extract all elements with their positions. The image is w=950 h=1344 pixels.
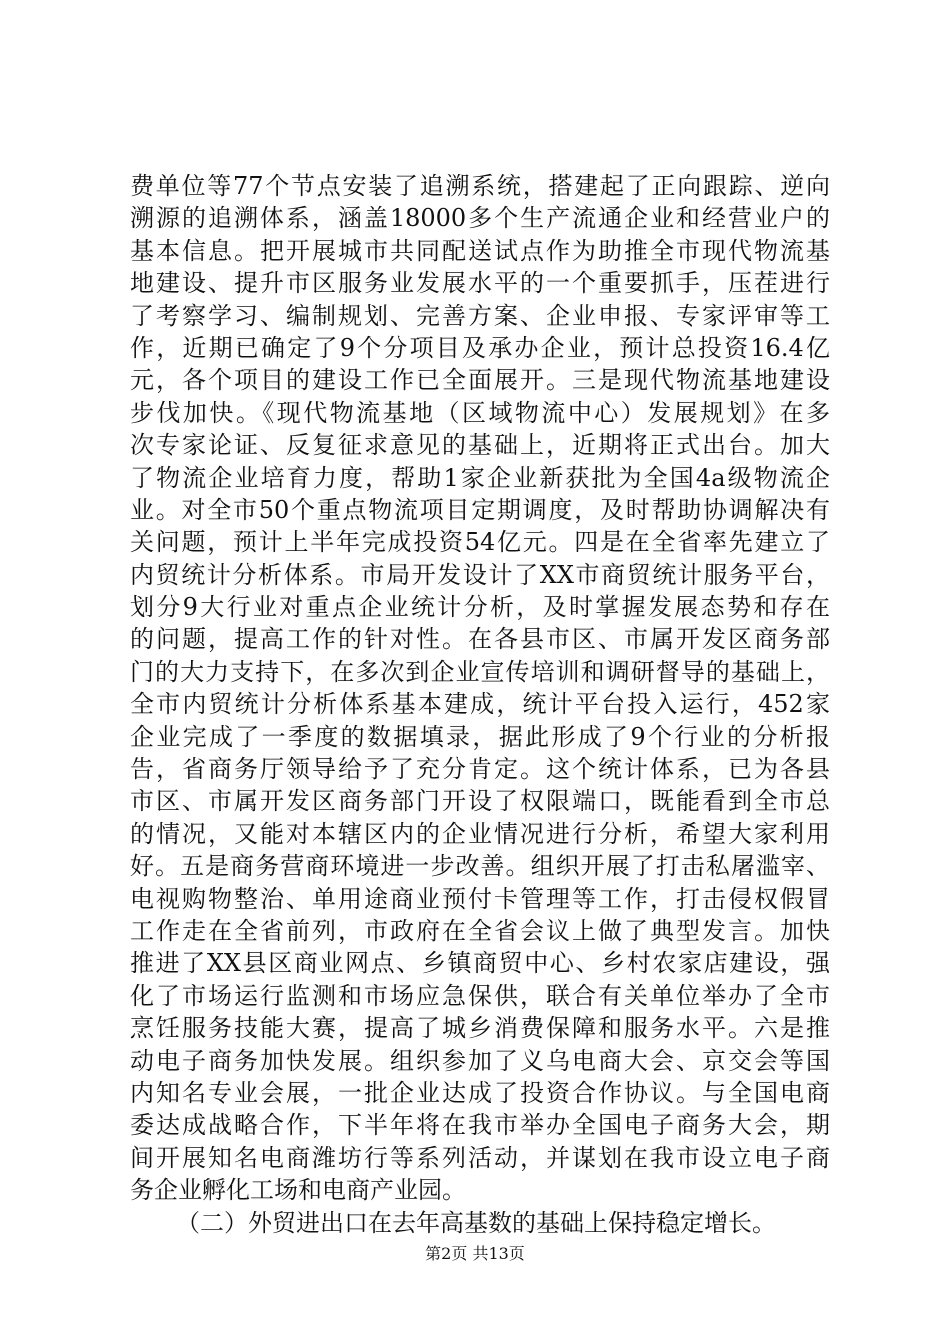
text-line: 间开展知名电商潍坊行等系列活动，并谋划在我市设立电子商	[130, 1143, 830, 1172]
section-heading: （二）外贸进出口在去年高基数的基础上保持稳定增长。	[176, 1208, 776, 1237]
text-line: 企业完成了一季度的数据填录，据此形成了9个行业的分析报	[130, 722, 830, 751]
body-text	[130, 170, 830, 1239]
text-line: 委达成战略合作，下半年将在我市举办全国电子商务大会，期	[130, 1111, 830, 1140]
text-line: 门的大力支持下，在多次到企业宣传培训和调研督导的基础上，	[130, 657, 830, 686]
text-line: 基本信息。把开展城市共同配送试点作为助推全市现代物流基	[130, 236, 830, 265]
text-line: 地建设、提升市区服务业发展水平的一个重要抓手，压茬进行	[130, 269, 830, 298]
page-footer: 第2页 共13页	[425, 1244, 525, 1263]
text-line: 化了市场运行监测和市场应急保供，联合有关单位举办了全市	[130, 981, 830, 1010]
text-line: 步伐加快。《现代物流基地（区域物流中心）发展规划》在多	[130, 398, 830, 427]
text-line: 费单位等77个节点安装了追溯系统，搭建起了正向跟踪、逆向	[130, 172, 830, 200]
text-line: 溯源的追溯体系，涵盖18000多个生产流通企业和经营业户的	[130, 204, 830, 233]
text-line: 作，近期已确定了9个分项目及承办企业，预计总投资16.4亿	[130, 333, 830, 362]
text-line: 推进了XX县区商业网点、乡镇商贸中心、乡村农家店建设，强	[130, 949, 830, 978]
text-line: 动电子商务加快发展。组织参加了义乌电商大会、京交会等国	[130, 1046, 830, 1075]
text-line: 告，省商务厅领导给予了充分肯定。这个统计体系，已为各县	[130, 755, 830, 784]
text-line: 工作走在全省前列，市政府在全省会议上做了典型发言。加快	[130, 916, 830, 945]
text-line: 烹饪服务技能大赛，提高了城乡消费保障和服务水平。六是推	[130, 1014, 830, 1043]
paragraph-end-line: 务企业孵化工场和电商产业园。	[130, 1176, 466, 1205]
text-line: 关问题，预计上半年完成投资54亿元。四是在全省率先建立了	[130, 528, 830, 557]
text-line: 划分9大行业对重点企业统计分析，及时掌握发展态势和存在	[130, 593, 830, 622]
text-line: 的情况，又能对本辖区内的企业情况进行分析，希望大家利用	[130, 819, 830, 848]
text-line: 好。五是商务营商环境进一步改善。组织开展了打击私屠滥宰、	[130, 852, 830, 881]
text-line: 业。对全市50个重点物流项目定期调度，及时帮助协调解决有	[130, 495, 830, 524]
text-line: 内贸统计分析体系。市局开发设计了XX市商贸统计服务平台，	[130, 560, 830, 589]
text-line: 了考察学习、编制规划、完善方案、企业申报、专家评审等工	[130, 301, 830, 330]
text-line: 全市内贸统计分析体系基本建成，统计平台投入运行，452家	[130, 690, 830, 719]
text-line: 次专家论证、反复征求意见的基础上，近期将正式出台。加大	[130, 431, 830, 460]
text-line: 电视购物整治、单用途商业预付卡管理等工作，打击侵权假冒	[130, 884, 830, 913]
text-line: 了物流企业培育力度，帮助1家企业新获批为全国4a级物流企	[130, 463, 830, 492]
text-line: 元，各个项目的建设工作已全面展开。三是现代物流基地建设	[130, 366, 830, 395]
text-line: 市区、市属开发区商务部门开设了权限端口，既能看到全市总	[130, 787, 830, 816]
text-line: 的问题，提高工作的针对性。在各县市区、市属开发区商务部	[130, 625, 830, 654]
text-line: 内知名专业会展，一批企业达成了投资合作协议。与全国电商	[130, 1078, 830, 1107]
